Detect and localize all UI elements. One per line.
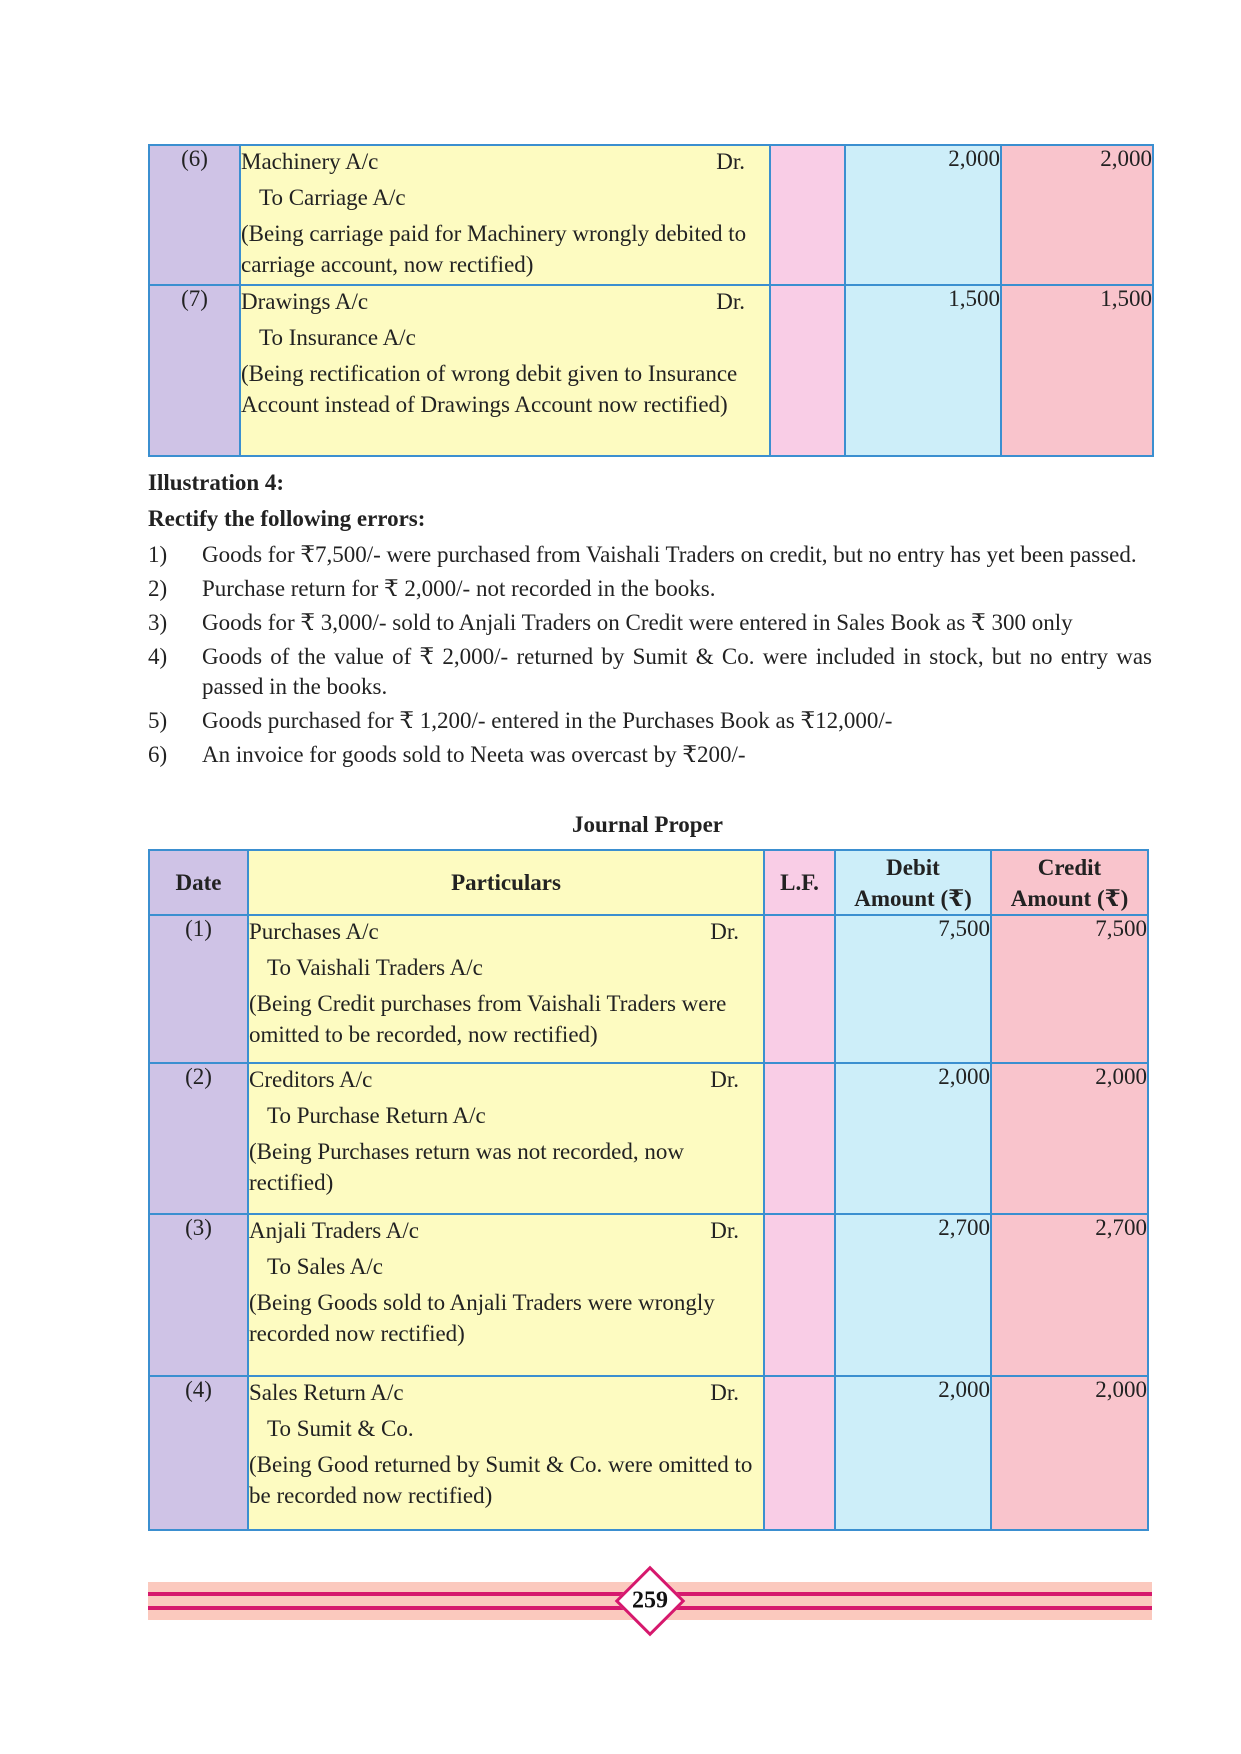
journal-title: Journal Proper [572,812,723,837]
narration: (Being rectification of wrong debit given to Insurance Account instead of Drawings Account now rectified) [241,361,738,417]
item-text: Goods for ₹7,500/- were purchased from Vaishali Traders on credit, but no entry has yet been passed. [202,542,1137,567]
debit-account: Creditors A/c [249,1067,373,1092]
illustration-title: Illustration 4: [148,470,285,495]
debit-amount: 2,000 [835,1063,991,1214]
entry-date: (4) [149,1376,248,1530]
header-row [149,850,1148,915]
dr-label: Dr. [710,1380,739,1405]
debit-amount: 2,000 [835,1376,991,1530]
debit-account: Purchases A/c [249,919,379,944]
entry-particulars [240,145,770,285]
table-row [149,145,1153,285]
lf-cell [764,915,835,1063]
credit-amount: 2,000 [1001,145,1153,285]
list-item [148,608,1152,638]
entry-date: (3) [149,1214,248,1376]
page-number: 259 [632,1587,668,1614]
entry-date: (2) [149,1063,248,1214]
debit-amount: 2,700 [835,1214,991,1376]
item-text: Goods for ₹ 3,000/- sold to Anjali Traders on Credit were entered in Sales Book as ₹ 300 only [202,610,1073,635]
lf-cell [764,1214,835,1376]
credit-amount: 1,500 [1001,285,1153,456]
dr-label: Dr. [716,149,745,174]
header-credit [991,850,1148,915]
table-row [149,1063,1148,1214]
debit-amount: 2,000 [845,145,1001,285]
debit-account: Anjali Traders A/c [249,1218,419,1243]
list-item [148,540,1152,570]
page-footer [148,1582,1152,1620]
credit-account: To Carriage A/c [259,185,406,210]
header-debit-line1: Debit [886,854,940,880]
header-lf: L.F. [764,850,835,915]
narration: (Being Purchases return was not recorded, now rectified) [249,1139,684,1195]
entry-particulars [248,915,764,1063]
debit-amount: 1,500 [845,285,1001,456]
narration: (Being carriage paid for Machinery wrongly debited to carriage account, now rectified) [241,221,747,277]
item-number: 5) [148,708,168,733]
credit-account: To Sumit & Co. [267,1416,414,1441]
dr-label: Dr. [710,1218,739,1243]
item-number: 6) [148,742,168,767]
debit-account: Drawings A/c [241,289,369,314]
item-number: 4) [148,644,168,669]
credit-amount: 7,500 [991,915,1148,1063]
journal-continuation-table [148,144,1154,457]
lf-cell [770,285,845,456]
entry-particulars [248,1214,764,1376]
dr-label: Dr. [710,1067,739,1092]
list-item [148,740,1152,770]
entry-particulars [248,1063,764,1214]
list-item [148,574,1152,604]
credit-amount: 2,700 [991,1214,1148,1376]
lf-cell [764,1063,835,1214]
dr-label: Dr. [710,919,739,944]
header-date: Date [149,850,248,915]
item-text: Goods of the value of ₹ 2,000/- returned by Sumit & Co. were included in stock, but no entry was passed in the books. [202,644,1152,699]
narration: (Being Credit purchases from Vaishali Traders were omitted to be recorded, now rectified) [249,991,727,1047]
table-row [149,1214,1148,1376]
item-text: Goods purchased for ₹ 1,200/- entered in the Purchases Book as ₹12,000/- [202,708,893,733]
table-row [149,915,1148,1063]
credit-amount: 2,000 [991,1376,1148,1530]
item-number: 2) [148,576,168,601]
credit-amount: 2,000 [991,1063,1148,1214]
header-credit-line2: Amount (₹) [1010,885,1129,911]
item-number: 3) [148,610,168,635]
list-item [148,706,1152,736]
header-debit-line2: Amount (₹) [854,885,972,911]
errors-list [148,540,1152,774]
header-debit [835,850,991,915]
debit-account: Machinery A/c [241,149,379,174]
entry-particulars [248,1376,764,1530]
narration: (Being Goods sold to Anjali Traders were wrongly recorded now rectified) [249,1290,715,1346]
credit-account: To Vaishali Traders A/c [267,955,483,980]
debit-amount: 7,500 [835,915,991,1063]
lf-cell [770,145,845,285]
credit-account: To Purchase Return A/c [267,1103,486,1128]
list-item [148,642,1152,702]
debit-account: Sales Return A/c [249,1380,404,1405]
entry-date: (7) [149,285,240,456]
header-credit-line1: Credit [1037,854,1102,880]
dr-label: Dr. [716,289,745,314]
journal-proper-table [148,849,1149,1531]
table-row [149,285,1153,456]
entry-date: (6) [149,145,240,285]
credit-account: To Insurance A/c [259,325,416,350]
header-particulars: Particulars [248,850,764,915]
entry-particulars [240,285,770,456]
entry-date: (1) [149,915,248,1063]
lf-cell [764,1376,835,1530]
item-number: 1) [148,542,168,567]
illustration-subtitle: Rectify the following errors: [148,506,426,531]
item-text: An invoice for goods sold to Neeta was overcast by ₹200/- [202,742,746,767]
credit-account: To Sales A/c [267,1254,383,1279]
table-row [149,1376,1148,1530]
narration: (Being Good returned by Sumit & Co. were omitted to be recorded now rectified) [249,1452,753,1508]
item-text: Purchase return for ₹ 2,000/- not recorded in the books. [202,576,716,601]
